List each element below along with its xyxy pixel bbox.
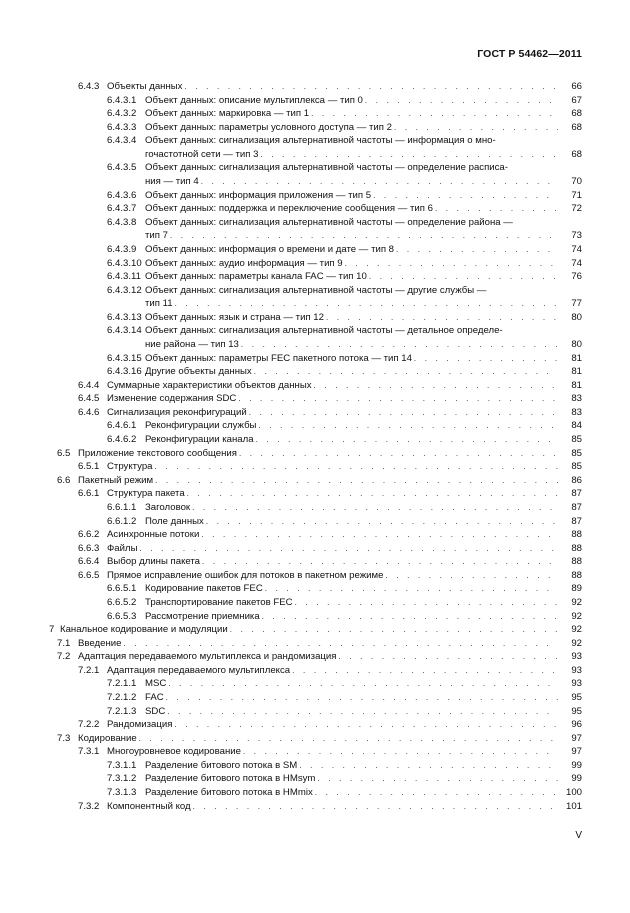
toc-entry-number: 6.6.1 bbox=[78, 488, 100, 500]
dot-leader bbox=[201, 175, 558, 189]
toc-entry-number: 6.4.5 bbox=[78, 393, 100, 405]
toc-entry[interactable] bbox=[0, 759, 630, 773]
dot-leader bbox=[394, 121, 558, 135]
toc-entry-number: 6.4.3.2 bbox=[107, 108, 137, 120]
dot-leader bbox=[174, 718, 558, 732]
dot-leader bbox=[435, 202, 558, 216]
toc-entry-number: 6.6 bbox=[57, 474, 71, 486]
toc-entry-title: Разделение битового потока в HMmix bbox=[145, 787, 313, 799]
toc-entry-title-line1: Объект данных: сигнализация альтернативной частоты — определение района — bbox=[145, 216, 513, 228]
dot-leader bbox=[139, 732, 558, 746]
toc-entry-title: Разделение битового потока в SM bbox=[145, 759, 298, 771]
toc-entry-page: 93 bbox=[571, 651, 582, 663]
toc-entry-page: 92 bbox=[571, 624, 582, 636]
toc-entry-page: 88 bbox=[571, 542, 582, 554]
toc-entry-page: 100 bbox=[565, 787, 582, 799]
dot-leader bbox=[192, 501, 558, 515]
dot-leader bbox=[202, 555, 558, 569]
dot-leader bbox=[365, 94, 558, 108]
dot-leader bbox=[166, 691, 558, 705]
dot-leader bbox=[311, 107, 558, 121]
toc-entry-page: 68 bbox=[571, 108, 582, 120]
toc-entry[interactable] bbox=[0, 460, 630, 474]
toc-entry-title: MSC bbox=[145, 678, 167, 690]
toc-entry-page: 88 bbox=[571, 529, 582, 541]
toc-entry-number: 6.6.1.2 bbox=[107, 515, 137, 527]
toc-entry-number: 6.6.5 bbox=[78, 569, 100, 581]
toc-entry-page: 68 bbox=[571, 121, 582, 133]
toc-entry-title: Рассмотрение приемника bbox=[145, 610, 260, 622]
dot-leader bbox=[317, 772, 558, 786]
toc-entry-title: Объект данных: параметры FEC пакетного потока — тип 14 bbox=[145, 352, 412, 364]
toc-entry-number: 6.4.3.15 bbox=[107, 352, 142, 364]
toc-entry[interactable] bbox=[0, 474, 630, 488]
toc-entry-number: 6.6.4 bbox=[78, 556, 100, 568]
toc-entry[interactable] bbox=[0, 433, 630, 447]
dot-leader bbox=[167, 705, 558, 719]
toc-entry[interactable] bbox=[0, 121, 630, 135]
toc-entry-number: 6.4.3.4 bbox=[107, 135, 137, 147]
toc-entry[interactable] bbox=[0, 623, 630, 637]
toc-entry[interactable] bbox=[0, 650, 630, 664]
toc-entry[interactable] bbox=[0, 80, 630, 94]
toc-entry-page: 80 bbox=[571, 311, 582, 323]
dot-leader bbox=[238, 392, 558, 406]
toc-entry[interactable] bbox=[0, 311, 630, 325]
toc-entry-title: Структура bbox=[107, 461, 153, 473]
page-number-roman: V bbox=[575, 830, 582, 841]
toc-entry-page: 97 bbox=[571, 746, 582, 758]
toc-entry-number: 7.2 bbox=[57, 651, 71, 663]
toc-entry-title: Реконфигурации службы bbox=[145, 420, 257, 432]
toc-entry-number: 6.6.5.3 bbox=[107, 610, 137, 622]
toc-entry-page: 81 bbox=[571, 366, 582, 378]
toc-entry-title: Объект данных: поддержка и переключение сообщения — тип 6 bbox=[145, 203, 433, 215]
toc-entry-number: 7.1 bbox=[57, 637, 71, 649]
toc-entry-title: Прямое исправление ошибок для потоков в пакетном режиме bbox=[107, 569, 384, 581]
toc-entry-title: Выбор длины пакета bbox=[107, 556, 201, 568]
toc-entry-title: Транспортирование пакетов FEC bbox=[145, 596, 293, 608]
toc-entry[interactable] bbox=[0, 107, 630, 121]
toc-entry-title: Другие объекты данных bbox=[145, 366, 252, 378]
toc-entry-title: Объект данных: параметры канала FAC — тип 10 bbox=[145, 271, 367, 283]
toc-entry-page: 77 bbox=[571, 298, 582, 310]
toc-entry-number: 6.4.3.11 bbox=[107, 271, 141, 283]
toc-entry-number: 6.4.3.10 bbox=[107, 257, 142, 269]
toc-entry-number: 7.2.1.3 bbox=[107, 705, 137, 717]
toc-entry-number: 6.6.5.2 bbox=[107, 596, 137, 608]
toc-entry-title: Объект данных: аудио информация — тип 9 bbox=[145, 257, 343, 269]
toc-entry-page: 92 bbox=[571, 637, 582, 649]
toc-entry-title: Компонентный код bbox=[107, 800, 191, 812]
toc-entry[interactable] bbox=[0, 555, 630, 569]
toc-entry-number: 6.4.6.2 bbox=[107, 434, 137, 446]
toc-entry-page: 87 bbox=[571, 488, 582, 500]
toc-entry[interactable] bbox=[0, 691, 630, 705]
toc-entry[interactable] bbox=[0, 216, 630, 243]
dot-leader bbox=[314, 379, 558, 393]
dot-leader bbox=[260, 148, 558, 162]
toc-entry-title: Поле данных bbox=[145, 515, 204, 527]
toc-entry-page: 66 bbox=[571, 81, 582, 92]
toc-entry[interactable] bbox=[0, 284, 630, 311]
dot-leader bbox=[193, 800, 558, 814]
toc-entry[interactable] bbox=[0, 677, 630, 691]
dot-leader bbox=[243, 745, 558, 759]
toc-entry-number: 7.3.1 bbox=[78, 746, 100, 758]
toc-entry[interactable] bbox=[0, 637, 630, 651]
toc-entry-page: 97 bbox=[571, 732, 582, 744]
toc-entry-page: 95 bbox=[571, 692, 582, 704]
toc-entry-page: 72 bbox=[571, 203, 582, 215]
dot-leader bbox=[170, 229, 558, 243]
toc-entry-title: Рандомизация bbox=[107, 719, 173, 731]
toc-entry-title: Пакетный режим bbox=[78, 474, 154, 486]
toc-entry-number: 7.2.2 bbox=[78, 719, 100, 731]
dot-leader bbox=[265, 582, 558, 596]
toc-entry-page: 85 bbox=[571, 434, 582, 446]
toc-entry-number: 6.4.3.6 bbox=[107, 189, 137, 201]
toc-entry[interactable] bbox=[0, 582, 630, 596]
toc-entry-page: 87 bbox=[571, 501, 582, 513]
toc-entry-page: 88 bbox=[571, 569, 582, 581]
dot-leader bbox=[369, 270, 558, 284]
toc-entry-title: Структура пакета bbox=[107, 488, 185, 500]
toc-entry-title: Разделение битового потока в HMsym bbox=[145, 773, 316, 785]
toc-entry-number: 7.3.1.3 bbox=[107, 787, 137, 799]
toc-entry-title: SDC bbox=[145, 705, 166, 717]
toc-entry-page: 101 bbox=[565, 800, 582, 812]
toc-entry-number: 7.3.2 bbox=[78, 800, 100, 812]
toc-entry-number: 6.4.3 bbox=[78, 81, 100, 92]
toc-entry[interactable] bbox=[0, 406, 630, 420]
toc-entry-page: 83 bbox=[571, 406, 582, 418]
toc-entry-page: 89 bbox=[571, 583, 582, 595]
toc-entry[interactable] bbox=[0, 569, 630, 583]
toc-entry-title: Канальное кодирование и модуляции bbox=[60, 624, 228, 636]
document-code: ГОСТ Р 54462—2011 bbox=[477, 48, 582, 60]
toc-entry-title: Адаптация передаваемого мультиплекса bbox=[107, 664, 291, 676]
toc-entry-number: 6.4.3.13 bbox=[107, 311, 142, 323]
toc-entry-page: 93 bbox=[571, 678, 582, 690]
toc-entry[interactable] bbox=[0, 94, 630, 108]
toc-entry[interactable] bbox=[0, 270, 630, 284]
toc-entry-title: FAC bbox=[145, 692, 164, 704]
toc-entry-page: 74 bbox=[571, 257, 582, 269]
toc-entry-page: 71 bbox=[571, 189, 582, 201]
toc-entry-title: Адаптация передаваемого мультиплекса и рандомизация bbox=[78, 651, 337, 663]
toc-entry-title: Объект данных: описание мультиплекса — тип 0 bbox=[145, 94, 363, 106]
toc-entry-number: 6.4.3.3 bbox=[107, 121, 137, 133]
toc-entry[interactable] bbox=[0, 379, 630, 393]
toc-entry-page: 95 bbox=[571, 705, 582, 717]
toc-entry-title-line1: Объект данных: сигнализация альтернативной частоты — определение расписа- bbox=[145, 162, 508, 174]
toc-entry[interactable] bbox=[0, 772, 630, 786]
toc-entry-title: ния — тип 4 bbox=[145, 176, 199, 188]
dot-leader bbox=[155, 474, 558, 488]
toc-entry[interactable] bbox=[0, 501, 630, 515]
toc-entry[interactable] bbox=[0, 134, 630, 161]
toc-entry[interactable] bbox=[0, 202, 630, 216]
toc-entry-page: 76 bbox=[571, 271, 582, 283]
toc-entry[interactable] bbox=[0, 705, 630, 719]
toc-entry-page: 67 bbox=[571, 94, 582, 106]
dot-leader bbox=[292, 664, 558, 678]
toc-entry[interactable] bbox=[0, 596, 630, 610]
dot-leader bbox=[201, 528, 558, 542]
toc-entry[interactable] bbox=[0, 515, 630, 529]
dot-leader bbox=[187, 487, 558, 501]
toc-entry-number: 6.4.3.7 bbox=[107, 203, 137, 215]
toc-entry[interactable] bbox=[0, 243, 630, 257]
toc-entry[interactable] bbox=[0, 365, 630, 379]
dot-leader bbox=[241, 338, 558, 352]
toc-entry-title: Объект данных: информация приложения — тип 5 bbox=[145, 189, 372, 201]
dot-leader bbox=[184, 80, 558, 94]
toc-entry[interactable] bbox=[0, 189, 630, 203]
toc-entry-title: Реконфигурации канала bbox=[145, 434, 254, 446]
toc-entry-page: 85 bbox=[571, 461, 582, 473]
toc-entry-page: 96 bbox=[571, 719, 582, 731]
toc-entry-number: 6.6.5.1 bbox=[107, 583, 137, 595]
toc-entry-title: Приложение текстового сообщения bbox=[78, 447, 237, 459]
dot-leader bbox=[256, 433, 558, 447]
toc-entry-number: 6.4.3.16 bbox=[107, 366, 142, 378]
dot-leader bbox=[299, 759, 558, 773]
toc-entry-page: 73 bbox=[571, 230, 582, 242]
dot-leader bbox=[239, 447, 558, 461]
toc-entry-page: 92 bbox=[571, 596, 582, 608]
toc-entry-page: 80 bbox=[571, 338, 582, 350]
toc-entry-title: Объект данных: язык и страна — тип 12 bbox=[145, 311, 324, 323]
toc-entry-number: 7.2.1 bbox=[78, 664, 100, 676]
toc-entry-page: 85 bbox=[571, 447, 582, 459]
toc-entry[interactable] bbox=[0, 419, 630, 433]
toc-entry[interactable] bbox=[0, 528, 630, 542]
dot-leader bbox=[338, 650, 558, 664]
toc-entry-page: 93 bbox=[571, 664, 582, 676]
toc-entry[interactable] bbox=[0, 257, 630, 271]
toc-entry-title-line1: Объект данных: сигнализация альтернативной частоты — информация о мно- bbox=[145, 135, 496, 147]
toc-entry-number: 7.3.1.2 bbox=[107, 773, 137, 785]
toc-entry-title: Многоуровневое кодирование bbox=[107, 746, 241, 758]
toc-entry-page: 81 bbox=[571, 352, 582, 364]
toc-entry-title: Объект данных: параметры условного доступа — тип 2 bbox=[145, 121, 392, 133]
table-of-contents bbox=[0, 80, 630, 813]
toc-entry[interactable] bbox=[0, 487, 630, 501]
toc-entry-title: Изменение содержания SDC bbox=[107, 393, 237, 405]
toc-entry-title: Файлы bbox=[107, 542, 138, 554]
toc-entry-title: Введение bbox=[78, 637, 122, 649]
dot-leader bbox=[295, 596, 558, 610]
toc-entry-number: 7.3 bbox=[57, 732, 71, 744]
dot-leader bbox=[262, 610, 558, 624]
dot-leader bbox=[396, 243, 558, 257]
toc-entry-number: 6.4.3.14 bbox=[107, 325, 142, 337]
toc-entry-title-line1: Объект данных: сигнализация альтернативной частоты — детальное определе- bbox=[145, 325, 503, 337]
dot-leader bbox=[230, 623, 558, 637]
toc-entry[interactable] bbox=[0, 352, 630, 366]
dot-leader bbox=[414, 352, 558, 366]
toc-entry-number: 6.4.6.1 bbox=[107, 420, 137, 432]
toc-entry-title: Сигнализация реконфигураций bbox=[107, 406, 247, 418]
toc-entry-page: 84 bbox=[571, 420, 582, 432]
dot-leader bbox=[123, 637, 558, 651]
dot-leader bbox=[206, 515, 558, 529]
toc-entry[interactable] bbox=[0, 786, 630, 800]
toc-entry-page: 70 bbox=[571, 176, 582, 188]
toc-entry-title: тип 11 bbox=[145, 298, 173, 310]
toc-entry-title: Объект данных: информация о времени и дате — тип 8 bbox=[145, 243, 395, 255]
toc-entry-page: 68 bbox=[571, 148, 582, 160]
dot-leader bbox=[315, 786, 558, 800]
toc-entry-page: 88 bbox=[571, 556, 582, 568]
toc-entry[interactable] bbox=[0, 610, 630, 624]
toc-entry-page: 87 bbox=[571, 515, 582, 527]
toc-entry[interactable] bbox=[0, 664, 630, 678]
toc-entry-page: 74 bbox=[571, 243, 582, 255]
toc-entry-page: 99 bbox=[571, 759, 582, 771]
toc-entry-page: 83 bbox=[571, 393, 582, 405]
toc-entry-number: 6.4.6 bbox=[78, 406, 100, 418]
toc-entry-number: 6.6.2 bbox=[78, 529, 100, 541]
toc-entry-title: гочастотной сети — тип 3 bbox=[145, 148, 259, 160]
toc-entry[interactable] bbox=[0, 732, 630, 746]
toc-entry-number: 6.5.1 bbox=[78, 461, 100, 473]
toc-entry-number: 6.4.3.8 bbox=[107, 216, 137, 228]
toc-entry-number: 7.2.1.1 bbox=[107, 678, 137, 690]
dot-leader bbox=[155, 460, 558, 474]
toc-entry[interactable] bbox=[0, 542, 630, 556]
toc-entry-page: 92 bbox=[571, 610, 582, 622]
toc-entry-title: Асинхронные потоки bbox=[107, 529, 200, 541]
toc-entry[interactable] bbox=[0, 800, 630, 814]
dot-leader bbox=[168, 677, 558, 691]
toc-entry[interactable] bbox=[0, 392, 630, 406]
toc-entry-title: тип 7 bbox=[145, 230, 168, 242]
toc-entry-title: Кодирование пакетов FEC bbox=[145, 583, 263, 595]
dot-leader bbox=[373, 189, 558, 203]
toc-entry-title: Кодирование bbox=[78, 732, 137, 744]
toc-entry[interactable] bbox=[0, 447, 630, 461]
toc-entry-page: 86 bbox=[571, 474, 582, 486]
toc-entry-number: 6.4.3.1 bbox=[107, 94, 137, 106]
dot-leader bbox=[345, 257, 558, 271]
toc-entry-number: 7 bbox=[49, 624, 55, 636]
toc-entry-number: 6.4.3.12 bbox=[107, 284, 142, 296]
toc-entry-number: 6.4.3.9 bbox=[107, 243, 137, 255]
dot-leader bbox=[175, 297, 558, 311]
dot-leader bbox=[254, 365, 558, 379]
toc-entry-title-line1: Объект данных: сигнализация альтернативной частоты — другие службы — bbox=[145, 284, 487, 296]
dot-leader bbox=[326, 311, 558, 325]
dot-leader bbox=[249, 406, 558, 420]
toc-entry-page: 99 bbox=[571, 773, 582, 785]
toc-entry-number: 7.3.1.1 bbox=[107, 759, 137, 771]
toc-entry-title: Объект данных: маркировка — тип 1 bbox=[145, 108, 310, 120]
toc-entry[interactable] bbox=[0, 718, 630, 732]
dot-leader bbox=[385, 569, 558, 583]
toc-entry-title: ние района — тип 13 bbox=[145, 338, 239, 350]
dot-leader bbox=[139, 542, 558, 556]
toc-entry-number: 6.6.1.1 bbox=[107, 501, 137, 513]
toc-entry-number: 6.6.3 bbox=[78, 542, 100, 554]
toc-entry-number: 6.4.4 bbox=[78, 379, 100, 391]
toc-entry-number: 7.2.1.2 bbox=[107, 692, 137, 704]
toc-entry-number: 6.5 bbox=[57, 447, 71, 459]
toc-entry-title: Объекты данных bbox=[107, 81, 183, 92]
toc-entry-number: 6.4.3.5 bbox=[107, 162, 137, 174]
toc-entry-title: Суммарные характеристики объектов данных bbox=[107, 379, 312, 391]
dot-leader bbox=[258, 419, 558, 433]
toc-entry[interactable] bbox=[0, 324, 630, 351]
toc-entry[interactable] bbox=[0, 161, 630, 188]
toc-entry-page: 81 bbox=[571, 379, 582, 391]
toc-entry[interactable] bbox=[0, 745, 630, 759]
toc-entry-title: Заголовок bbox=[145, 501, 191, 513]
